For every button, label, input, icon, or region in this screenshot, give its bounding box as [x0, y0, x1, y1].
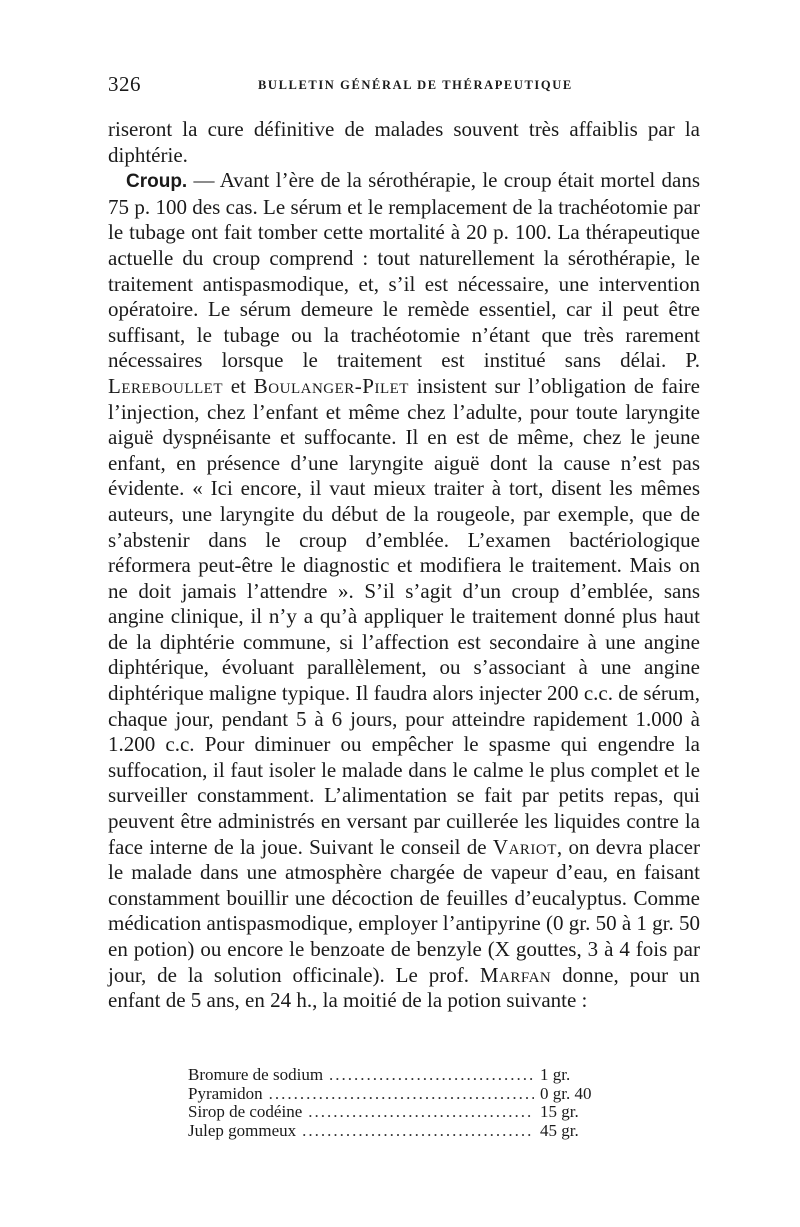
- prescription-formula: [188, 1066, 628, 1140]
- dot-leader: [302, 1122, 534, 1141]
- ingredient-name: Bromure de sodium: [188, 1065, 324, 1084]
- author-name: Marfan: [479, 962, 552, 987]
- ingredient-name: Sirop de codéine: [188, 1102, 303, 1121]
- author-name: Variot: [492, 834, 557, 859]
- author-name: Lereboullet: [108, 373, 223, 398]
- ingredient-name: Pyramidon: [188, 1083, 263, 1103]
- ingredient-quantity: 45 gr.: [540, 1120, 579, 1140]
- ingredient-quantity: 0 gr. 40: [540, 1083, 592, 1103]
- formula-row: [188, 1103, 628, 1122]
- paragraph-text: donne, pour un enfant de 5 ans, en 24 h., la moitié de la potion suivante :: [108, 962, 700, 1013]
- running-head: BULLETIN GÉNÉRAL DE THÉRAPEUTIQUE: [258, 78, 573, 92]
- ingredient-quantity: 1 gr.: [540, 1065, 571, 1084]
- formula-row: [188, 1122, 628, 1141]
- formula-row: [188, 1085, 628, 1104]
- paragraph-text: — Avant l’ère de la sérothérapie, le croup était mortel dans 75 p. 100 des cas. Le sérum et le remplacement de la trachéotomie par le tubage ont fait tomber cette mortalité à 20 p. 100. La thérapeutique actuelle du croup comprend : tout naturellement la sérothérapie, le traitement antispasmodique, et, s’il est nécessaire, une intervention opératoire. Le sérum demeure le remède essentiel, car il peut être suffisant, le tubage ou la trachéotomie n’étant que très rarement nécessaires lorsque le traitement est institué sans délai. P.: [108, 168, 700, 373]
- formula-row: [188, 1066, 628, 1085]
- paragraph-text: et: [222, 373, 254, 398]
- paragraph-text: insistent sur l’obligation de faire l’injection, chez l’enfant et même chez l’adulte, pour toute laryngite aiguë dyspnéisante et suffocante. Il en est de même, chez le jeune enfant, en présence d’une laryngite aiguë dont la cause n’est pas évidente. « Ici encore, il vaut mieux traiter à tort, disent les mêmes auteurs, une laryngite du début de la rougeole, par exemple, que de s’abstenir dans le croup d’emblée. L’examen bactériologique réformera peut-être le diagnostic et modifiera le traitement. Mais on ne doit jamais l’attendre ». S’il s’agit d’un croup d’emblée, sans angine clinique, il n’y a qu’à appliquer le traitement donné plus haut de la diphtérie commune, si l’affection est secondaire à une angine diphtérique, évoluant parallèlement, ou s’associant à une angine diphtérique maligne typique. Il faudra alors injecter 200 c.c. de sérum, chaque jour, pendant 5 à 6 jours, pour atteindre rapidement 1.000 à 1.200 c.c. Pour diminuer ou empêcher le spasme qui engendre la suffocation, il faut isoler le malade dans le calme le plus complet et le surveiller constamment. L’alimentation se fait par petits repas, qui peuvent être administrés en versant par cuillerée les liquides contre la face interne de la joue. Suivant le conseil de: [108, 373, 700, 859]
- ingredient-quantity: 15 gr.: [540, 1102, 579, 1121]
- paragraph-text: , on devra placer le malade dans une atmosphère chargée de vapeur d’eau, en faisant constamment bouillir une décoction de feuilles d’eucalyptus. Comme médication antispasmodique, employer l’antipyrine (0 gr. 50 à 1 gr. 50 en potion) ou encore le benzoate de benzyle (X gouttes, 3 à 4 fois par jour, de la solution officinale). Le prof.: [108, 834, 700, 987]
- paragraph-continuation: riseront la cure définitive de malades souvent très affaiblis par la diphtérie.: [108, 117, 700, 167]
- dot-leader: [329, 1066, 534, 1085]
- dot-leader: [269, 1085, 534, 1104]
- section-heading-croup: Croup.: [126, 171, 188, 193]
- page-number: 326: [108, 72, 141, 96]
- paragraph-croup: [108, 168, 700, 1014]
- body-text: [108, 117, 700, 1014]
- dot-leader: [308, 1103, 534, 1122]
- author-name: Boulanger-Pilet: [253, 373, 409, 398]
- page-header: [108, 72, 700, 102]
- ingredient-name: Julep gommeux: [188, 1120, 297, 1140]
